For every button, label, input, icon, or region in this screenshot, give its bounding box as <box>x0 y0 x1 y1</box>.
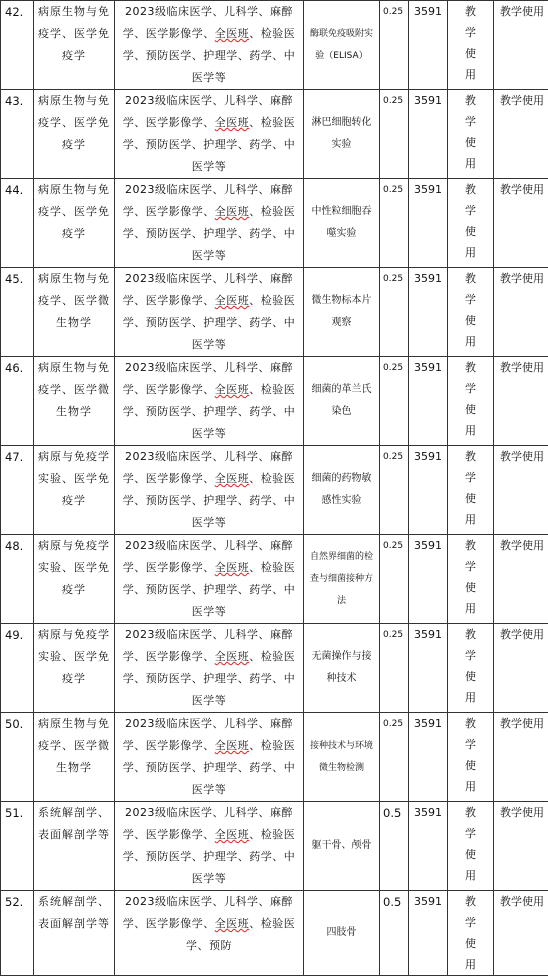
course-name: 病原生物与免疫学、医学微生物学 <box>34 713 115 802</box>
hours-value: 0.25 <box>380 268 409 357</box>
row-number: 42. <box>1 1 34 90</box>
major-list: 2023级临床医学、儿科学、麻醉学、医学影像学、全医班、检验医学、预防 <box>115 891 304 976</box>
major-list: 2023级临床医学、儿科学、麻醉学、医学影像学、全医班、检验医学、预防医学、护理学、药学、中医学等 <box>115 90 304 179</box>
major-list: 2023级临床医学、儿科学、麻醉学、医学影像学、全医班、检验医学、预防医学、护理学、药学、中医学等 <box>115 357 304 446</box>
major-list: 2023级临床医学、儿科学、麻醉学、医学影像学、全医班、检验医学、预防医学、护理学、药学、中医学等 <box>115 1 304 90</box>
hours-value: 0.25 <box>380 357 409 446</box>
table-row <box>1 535 548 624</box>
course-name: 病原与免疫学实验、医学免疫学 <box>34 446 115 535</box>
code-value: 3591 <box>409 179 448 268</box>
code-value: 3591 <box>409 624 448 713</box>
course-name: 病原生物与免疫学、医学微生物学 <box>34 357 115 446</box>
row-number: 49. <box>1 624 34 713</box>
usage-value: 教学使用 <box>494 624 548 713</box>
course-name: 系统解剖学、表面解剖学等 <box>34 891 115 976</box>
table-row <box>1 891 548 976</box>
row-number: 50. <box>1 713 34 802</box>
course-name: 系统解剖学、表面解剖学等 <box>34 802 115 891</box>
row-number: 51. <box>1 802 34 891</box>
experiment-name: 躯干骨、颅骨 <box>304 802 380 891</box>
type-value: 教学使用 <box>448 357 494 446</box>
row-number: 48. <box>1 535 34 624</box>
hours-value: 0.25 <box>380 179 409 268</box>
code-value: 3591 <box>409 802 448 891</box>
type-value: 教学使用 <box>448 802 494 891</box>
experiment-name: 细菌的药物敏感性实验 <box>304 446 380 535</box>
type-value: 教学使用 <box>448 891 494 976</box>
code-value: 3591 <box>409 713 448 802</box>
course-name: 病原生物与免疫学、医学免疫学 <box>34 1 115 90</box>
row-number: 52. <box>1 891 34 976</box>
usage-value: 教学使用 <box>494 891 548 976</box>
spellcheck-underlined-text: 全医班 <box>215 739 250 752</box>
table-row <box>1 179 548 268</box>
hours-value: 0.25 <box>380 535 409 624</box>
course-name: 病原与免疫学实验、医学免疫学 <box>34 535 115 624</box>
code-value: 3591 <box>409 268 448 357</box>
type-value: 教学使用 <box>448 1 494 90</box>
usage-value: 教学使用 <box>494 1 548 90</box>
course-name: 病原与免疫学实验、医学免疫学 <box>34 624 115 713</box>
usage-value: 教学使用 <box>494 535 548 624</box>
usage-value: 教学使用 <box>494 802 548 891</box>
table-row <box>1 268 548 357</box>
code-value: 3591 <box>409 535 448 624</box>
experiment-name: 接种技术与环境微生物检测 <box>304 713 380 802</box>
code-value: 3591 <box>409 357 448 446</box>
row-number: 45. <box>1 268 34 357</box>
table-row <box>1 802 548 891</box>
spellcheck-underlined-text: 全医班 <box>215 116 250 129</box>
table-row <box>1 357 548 446</box>
course-name: 病原生物与免疫学、医学免疫学 <box>34 179 115 268</box>
major-list: 2023级临床医学、儿科学、麻醉学、医学影像学、全医班、检验医学、预防医学、护理学、药学、中医学等 <box>115 713 304 802</box>
type-value: 教学使用 <box>448 268 494 357</box>
hours-value: 0.25 <box>380 713 409 802</box>
code-value: 3591 <box>409 446 448 535</box>
table-row <box>1 1 548 90</box>
experiment-name: 淋巴细胞转化实验 <box>304 90 380 179</box>
major-list: 2023级临床医学、儿科学、麻醉学、医学影像学、全医班、检验医学、预防医学、护理学、药学、中医学等 <box>115 802 304 891</box>
spellcheck-underlined-text: 全医班 <box>215 383 250 396</box>
experiment-name: 酶联免疫吸附实验（ELISA） <box>304 1 380 90</box>
spellcheck-underlined-text: 全医班 <box>215 650 250 663</box>
spellcheck-underlined-text: 全医班 <box>215 561 250 574</box>
row-number: 47. <box>1 446 34 535</box>
major-list: 2023级临床医学、儿科学、麻醉学、医学影像学、全医班、检验医学、预防医学、护理学、药学、中医学等 <box>115 268 304 357</box>
spellcheck-underlined-text: 全医班 <box>215 205 250 218</box>
table-row <box>1 446 548 535</box>
code-value: 3591 <box>409 90 448 179</box>
usage-value: 教学使用 <box>494 90 548 179</box>
experiment-name: 自然界细菌的检查与细菌接种方法 <box>304 535 380 624</box>
usage-value: 教学使用 <box>494 268 548 357</box>
experiment-name: 无菌操作与接种技术 <box>304 624 380 713</box>
usage-value: 教学使用 <box>494 357 548 446</box>
experiment-name: 微生物标本片观察 <box>304 268 380 357</box>
type-value: 教学使用 <box>448 446 494 535</box>
experiment-name: 细菌的革兰氏染色 <box>304 357 380 446</box>
usage-value: 教学使用 <box>494 713 548 802</box>
major-list: 2023级临床医学、儿科学、麻醉学、医学影像学、全医班、检验医学、预防医学、护理学、药学、中医学等 <box>115 446 304 535</box>
row-number: 46. <box>1 357 34 446</box>
major-list: 2023级临床医学、儿科学、麻醉学、医学影像学、全医班、检验医学、预防医学、护理学、药学、中医学等 <box>115 624 304 713</box>
hours-value: 0.25 <box>380 1 409 90</box>
type-value: 教学使用 <box>448 713 494 802</box>
spellcheck-underlined-text: 全医班 <box>215 27 250 40</box>
major-list: 2023级临床医学、儿科学、麻醉学、医学影像学、全医班、检验医学、预防医学、护理学、药学、中医学等 <box>115 179 304 268</box>
experiment-name: 中性粒细胞吞噬实验 <box>304 179 380 268</box>
course-name: 病原生物与免疫学、医学免疫学 <box>34 90 115 179</box>
experiment-name: 四肢骨 <box>304 891 380 976</box>
hours-value: 0.5 <box>380 802 409 891</box>
hours-value: 0.25 <box>380 90 409 179</box>
spellcheck-underlined-text: 全医班 <box>215 828 250 841</box>
type-value: 教学使用 <box>448 179 494 268</box>
code-value: 3591 <box>409 1 448 90</box>
hours-value: 0.25 <box>380 624 409 713</box>
type-value: 教学使用 <box>448 90 494 179</box>
type-value: 教学使用 <box>448 535 494 624</box>
spellcheck-underlined-text: 全医班 <box>215 917 250 930</box>
table-row <box>1 90 548 179</box>
type-value: 教学使用 <box>448 624 494 713</box>
course-name: 病原生物与免疫学、医学微生物学 <box>34 268 115 357</box>
spellcheck-underlined-text: 全医班 <box>215 472 250 485</box>
usage-value: 教学使用 <box>494 446 548 535</box>
row-number: 44. <box>1 179 34 268</box>
code-value: 3591 <box>409 891 448 976</box>
hours-value: 0.25 <box>380 446 409 535</box>
table-row <box>1 713 548 802</box>
spellcheck-underlined-text: 全医班 <box>215 294 250 307</box>
table-row <box>1 624 548 713</box>
hours-value: 0.5 <box>380 891 409 976</box>
row-number: 43. <box>1 90 34 179</box>
major-list: 2023级临床医学、儿科学、麻醉学、医学影像学、全医班、检验医学、预防医学、护理学、药学、中医学等 <box>115 535 304 624</box>
usage-value: 教学使用 <box>494 179 548 268</box>
